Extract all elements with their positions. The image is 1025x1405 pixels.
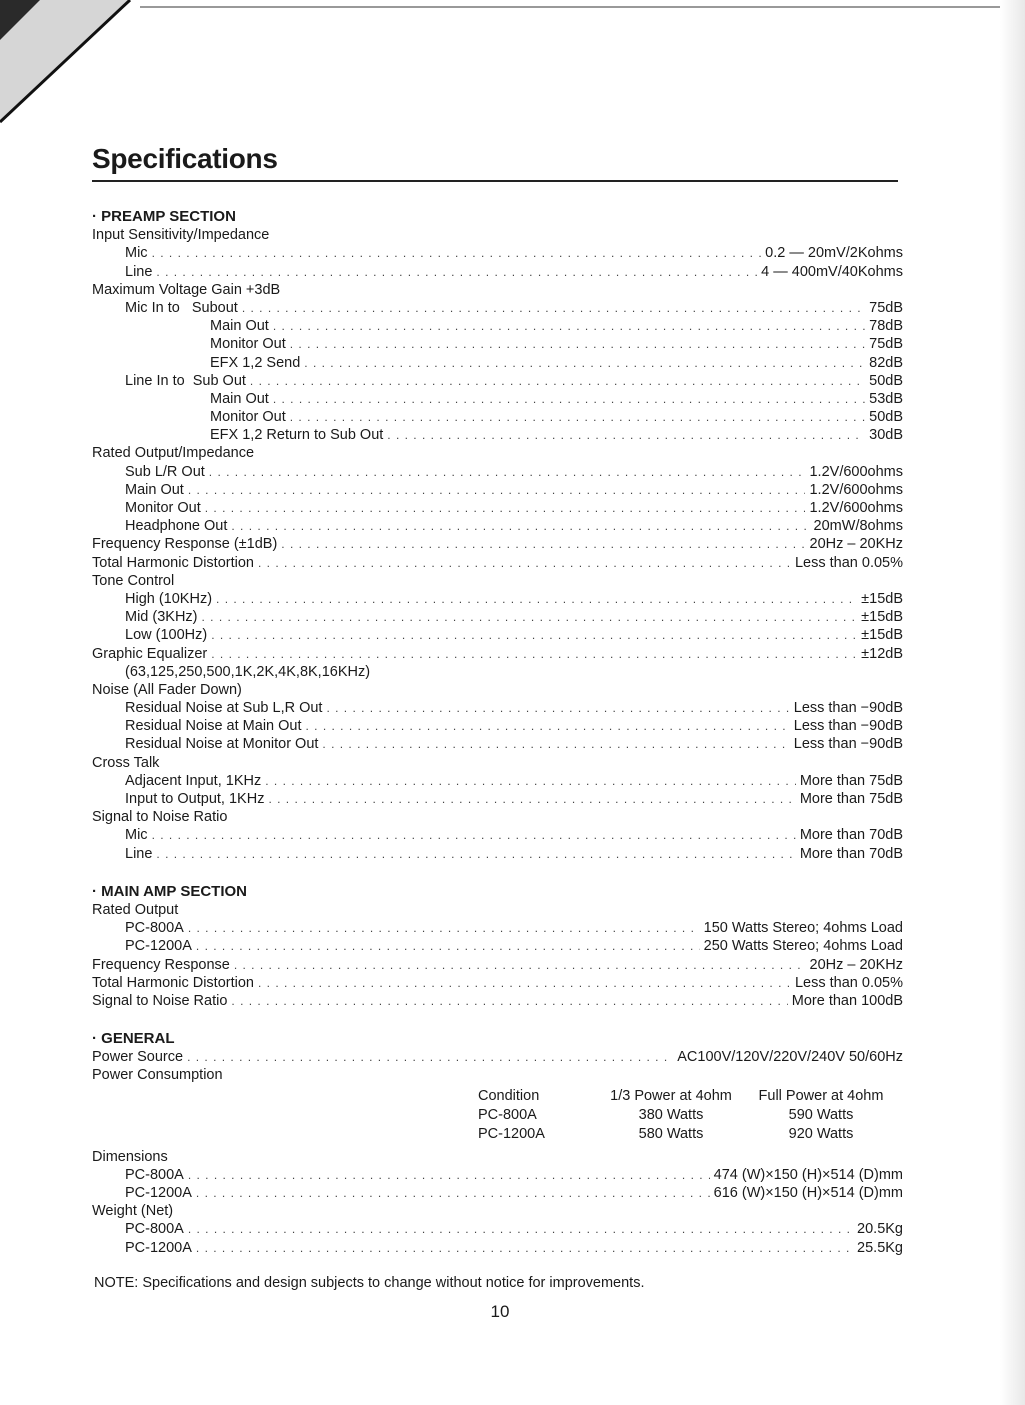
table-cell: 380 Watts — [638, 1106, 704, 1123]
spec-value: 82dB — [869, 354, 903, 371]
spec-value: Less than 0.05% — [794, 554, 903, 571]
spec-value: ±15dB — [861, 627, 903, 644]
spec-value: More than 70dB — [799, 845, 903, 862]
spec-row — [0, 754, 1000, 772]
spec-row — [0, 481, 1000, 499]
page-top-edge — [140, 6, 1000, 8]
spec-label: Dimensions — [92, 1148, 168, 1165]
spec-row — [0, 845, 1000, 863]
spec-row — [0, 681, 1000, 699]
dot-leader — [187, 1048, 673, 1066]
dot-leader — [290, 408, 865, 426]
spec-value: 75dB — [869, 299, 903, 316]
dot-leader — [304, 354, 865, 372]
spec-value: AC100V/120V/220V/240V 50/60Hz — [677, 1049, 903, 1066]
spec-value: ±12dB — [861, 645, 903, 662]
dot-leader — [268, 790, 795, 808]
spec-value: 25.5Kg — [857, 1239, 903, 1256]
power-consumption-table — [478, 1087, 1000, 1144]
spec-row — [0, 499, 1000, 517]
spec-value: Less than −90dB — [793, 700, 903, 717]
dot-leader — [258, 554, 791, 572]
spec-row — [0, 281, 1000, 299]
spec-value: 250 Watts Stereo; 4ohms Load — [703, 938, 903, 955]
spec-label: PC-1200A — [125, 1185, 192, 1201]
spec-label: PC-800A — [125, 920, 184, 937]
dot-leader — [306, 717, 790, 735]
dot-leader — [196, 1184, 710, 1202]
spec-row — [0, 808, 1000, 826]
spec-value: More than 75dB — [799, 791, 903, 807]
spec-value: More than 70dB — [799, 827, 903, 844]
spec-row — [0, 299, 1000, 317]
page-title: Specifications — [92, 143, 278, 174]
dot-leader — [273, 317, 865, 335]
spec-row — [0, 919, 1000, 937]
page-right-edge — [1000, 0, 1025, 1405]
spec-row — [0, 1148, 1000, 1166]
spec-row — [0, 463, 1000, 481]
spec-label: (63,125,250,500,1K,2K,4K,8K,16KHz) — [125, 663, 371, 680]
table-header-cell: Condition — [478, 1087, 540, 1104]
spec-row — [0, 826, 1000, 844]
spec-row — [0, 626, 1000, 644]
spec-label: PC-800A — [125, 1166, 184, 1183]
table-cell: 590 Watts — [788, 1106, 854, 1123]
dot-leader — [202, 608, 858, 626]
spec-value: 53dB — [869, 390, 903, 407]
section-heading: · PREAMP SECTION — [92, 208, 236, 225]
spec-row — [0, 1202, 1000, 1220]
footnote: NOTE: Specifications and design subjects to change without notice for improvements. — [94, 1274, 645, 1291]
spec-row — [0, 317, 1000, 335]
dot-leader — [188, 1166, 710, 1184]
spec-label: Monitor Out — [125, 500, 201, 516]
spec-row — [0, 901, 1000, 919]
spec-label: Power Consumption — [92, 1067, 223, 1084]
spec-row — [0, 772, 1000, 790]
spec-label: Main Out — [210, 390, 269, 407]
dot-leader — [209, 463, 806, 481]
spec-label: Rated Output — [92, 901, 179, 918]
spec-row — [0, 572, 1000, 590]
dot-leader — [322, 735, 789, 753]
spec-row — [0, 590, 1000, 608]
page-number: 10 — [490, 1302, 510, 1321]
spec-label: Noise (All Fader Down) — [92, 681, 242, 698]
dot-leader — [196, 1239, 853, 1257]
spec-label: Signal to Noise Ratio — [92, 809, 228, 826]
spec-label: Input to Output, 1KHz — [125, 791, 265, 807]
spec-label: Monitor Out — [210, 409, 286, 426]
spec-value: Less than 0.05% — [794, 974, 903, 991]
title-underline — [92, 180, 898, 182]
section-heading: · GENERAL — [92, 1030, 175, 1048]
spec-row — [0, 426, 1000, 444]
spec-row — [0, 444, 1000, 462]
spec-row — [0, 645, 1000, 663]
spec-row — [0, 517, 1000, 535]
spec-label: EFX 1,2 Return to Sub Out — [210, 427, 384, 444]
spec-row — [0, 937, 1000, 955]
spec-label: Tone Control — [92, 572, 175, 589]
spec-row — [0, 956, 1000, 974]
spec-row — [0, 974, 1000, 992]
dot-leader — [188, 919, 700, 937]
spec-value: 4 — 400mV/40Kohms — [761, 263, 903, 280]
spec-row — [0, 263, 1000, 281]
dot-leader — [387, 426, 865, 444]
spec-label: Adjacent Input, 1KHz — [125, 772, 262, 789]
spec-value: 20mW/8ohms — [813, 518, 903, 535]
spec-value: 30dB — [869, 427, 903, 444]
spec-value: 1.2V/600ohms — [809, 481, 903, 498]
dot-leader — [196, 937, 700, 955]
spec-value: 0.2 — 20mV/2Kohms — [765, 245, 903, 262]
spec-value: 50dB — [869, 372, 903, 389]
spec-label: Frequency Response (±1dB) — [92, 536, 278, 553]
spec-label: Monitor Out — [210, 336, 286, 353]
spec-row — [0, 354, 1000, 372]
spec-label: Maximum Voltage Gain +3dB — [92, 281, 281, 298]
spec-label: Residual Noise at Sub L,R Out — [125, 700, 323, 717]
dot-leader — [231, 992, 787, 1010]
spec-label: Power Source — [92, 1049, 184, 1066]
spec-label: Low (100Hz) — [125, 627, 208, 644]
spec-row — [0, 554, 1000, 572]
spec-label: Mic — [125, 827, 148, 844]
table-cell: 920 Watts — [788, 1125, 854, 1142]
dot-leader — [188, 481, 806, 499]
spec-row — [0, 663, 1000, 681]
spec-label: Residual Noise at Monitor Out — [125, 736, 319, 753]
spec-value: ±15dB — [861, 609, 903, 626]
dot-leader — [156, 263, 757, 281]
spec-label: Signal to Noise Ratio — [92, 992, 228, 1009]
section-heading: · MAIN AMP SECTION — [92, 882, 248, 900]
spec-row — [0, 1066, 1000, 1084]
spec-label: PC-1200A — [125, 938, 192, 955]
spec-label: Frequency Response — [92, 956, 230, 973]
dot-leader — [216, 590, 857, 608]
dot-leader — [205, 499, 806, 517]
spec-row — [0, 372, 1000, 390]
spec-label: PC-800A — [125, 1221, 184, 1238]
spec-row — [0, 226, 1000, 244]
spec-value: Less than −90dB — [793, 736, 903, 753]
spec-label: Input Sensitivity/Impedance — [92, 227, 270, 244]
spec-row — [0, 1166, 1000, 1184]
spec-label: Cross Talk — [92, 754, 160, 771]
dot-leader — [234, 956, 806, 974]
table-cell: PC-800A — [478, 1106, 537, 1123]
spec-row — [0, 335, 1000, 353]
spec-value: 474 (W)×150 (H)×514 (D)mm — [713, 1166, 903, 1183]
spec-value: 1.2V/600ohms — [809, 463, 903, 480]
specifications-body — [0, 208, 1000, 1291]
spec-label: Mic In to Subout — [125, 299, 238, 316]
spec-value: 75dB — [869, 336, 903, 353]
spec-row — [0, 608, 1000, 626]
dot-leader — [265, 772, 796, 790]
spec-value: 150 Watts Stereo; 4ohms Load — [703, 920, 903, 937]
dot-leader — [281, 535, 805, 553]
table-header-cell: 1/3 Power at 4ohm — [610, 1087, 732, 1104]
dot-leader — [156, 845, 795, 863]
spec-label: Mic — [125, 245, 148, 262]
spec-row — [0, 717, 1000, 735]
spec-label: Total Harmonic Distortion — [92, 974, 254, 991]
spec-label: Total Harmonic Distortion — [92, 554, 254, 571]
spec-label: Mid (3KHz) — [125, 609, 198, 626]
spec-label: Line — [125, 263, 153, 280]
spec-row — [0, 244, 1000, 262]
dot-leader — [211, 626, 857, 644]
spec-value: 616 (W)×150 (H)×514 (D)mm — [713, 1185, 903, 1201]
spec-value: 1.2V/600ohms — [809, 500, 903, 516]
spec-label: Line In to Sub Out — [125, 372, 246, 389]
dot-leader — [250, 372, 865, 390]
spec-row — [0, 992, 1000, 1010]
spec-value: 20Hz – 20KHz — [809, 536, 903, 553]
spec-row — [0, 1220, 1000, 1238]
spec-label: Line — [125, 845, 153, 862]
table-cell: PC-1200A — [478, 1125, 545, 1142]
spec-row — [0, 535, 1000, 553]
spec-value: More than 75dB — [799, 772, 903, 789]
spec-value: 50dB — [869, 409, 903, 426]
table-header-cell: Full Power at 4ohm — [758, 1087, 884, 1104]
spec-value: More than 100dB — [791, 992, 903, 1009]
spec-row — [0, 790, 1000, 808]
dot-leader — [231, 517, 809, 535]
table-cell: 580 Watts — [638, 1125, 704, 1142]
spec-label: High (10KHz) — [125, 590, 213, 607]
spec-label: Headphone Out — [125, 518, 228, 535]
spec-row — [0, 1184, 1000, 1202]
spec-row — [0, 390, 1000, 408]
spec-label: Graphic Equalizer — [92, 645, 208, 662]
spec-row — [0, 699, 1000, 717]
dot-leader — [290, 335, 865, 353]
spec-value: 78dB — [869, 318, 903, 335]
dot-leader — [242, 299, 865, 317]
spec-row — [0, 1239, 1000, 1257]
dot-leader — [326, 699, 789, 717]
spec-value: 20Hz – 20KHz — [809, 956, 903, 973]
dot-leader — [211, 645, 857, 663]
spec-label: EFX 1,2 Send — [210, 354, 301, 371]
spec-row — [0, 408, 1000, 426]
spec-label: Sub L/R Out — [125, 463, 205, 480]
spec-label: Rated Output/Impedance — [92, 445, 255, 462]
spec-label: Main Out — [125, 481, 184, 498]
dot-leader — [273, 390, 865, 408]
spec-label: PC-1200A — [125, 1239, 192, 1256]
dot-leader — [152, 826, 796, 844]
spec-label: Weight (Net) — [92, 1203, 174, 1220]
spec-value: Less than −90dB — [793, 718, 903, 735]
dot-leader — [258, 974, 791, 992]
spec-value: 20.5Kg — [857, 1221, 903, 1238]
spec-value: ±15dB — [861, 590, 903, 607]
spec-label: Main Out — [210, 318, 269, 335]
dot-leader — [152, 244, 762, 262]
page-corner-fold — [0, 0, 140, 130]
spec-row — [0, 735, 1000, 753]
dot-leader — [188, 1220, 853, 1238]
spec-row — [0, 1048, 1000, 1066]
spec-label: Residual Noise at Main Out — [125, 718, 302, 735]
